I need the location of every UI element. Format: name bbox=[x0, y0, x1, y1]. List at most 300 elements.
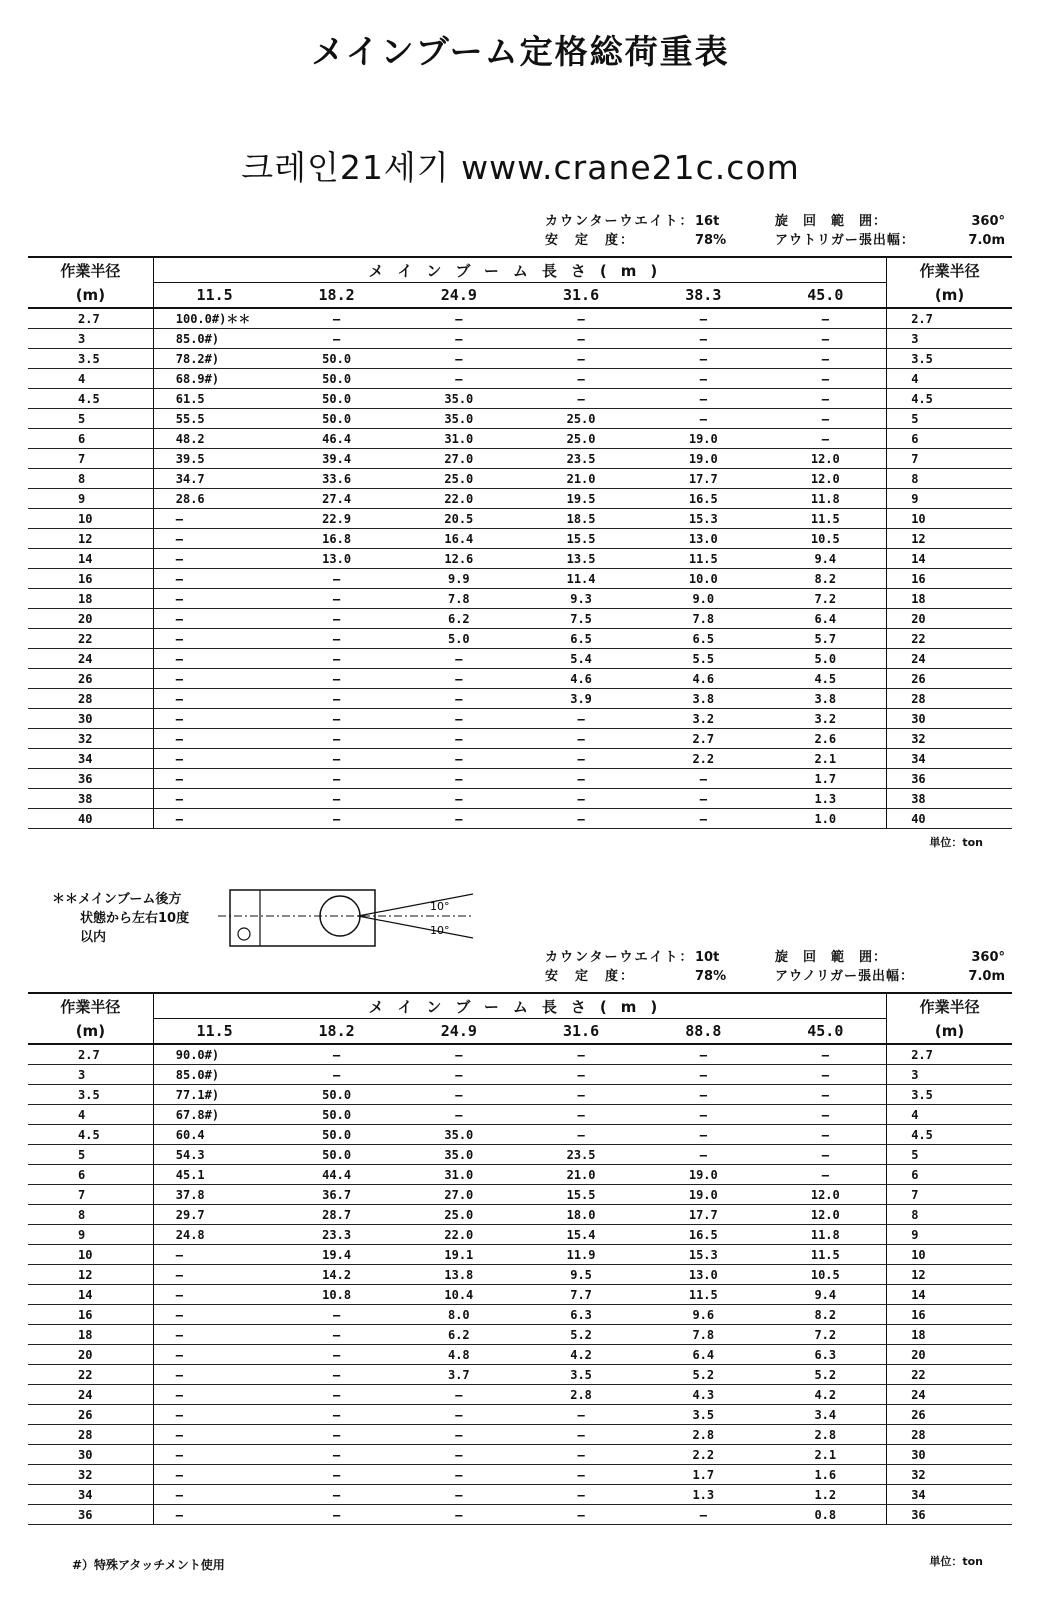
load-cell: — bbox=[275, 1405, 397, 1425]
load-cell: — bbox=[520, 308, 642, 329]
load-cell: 27.4 bbox=[275, 489, 397, 509]
table-row bbox=[28, 1465, 1012, 1485]
radius-cell: 24 bbox=[28, 649, 153, 669]
radius-cell: 3.5 bbox=[28, 1085, 153, 1105]
table-row bbox=[28, 369, 1012, 389]
load-cell: — bbox=[520, 789, 642, 809]
radius-cell-right: 12 bbox=[887, 529, 1012, 549]
load-cell: — bbox=[153, 1305, 275, 1325]
load-cell: — bbox=[275, 1505, 397, 1525]
table-row bbox=[28, 1265, 1012, 1285]
radius-cell-right: 36 bbox=[887, 769, 1012, 789]
radius-cell-right: 2.7 bbox=[887, 308, 1012, 329]
boom-length: 88.8 bbox=[642, 1019, 764, 1045]
footnote: #）特殊アタッチメント使用 bbox=[72, 1558, 225, 1572]
load-cell: — bbox=[764, 349, 886, 369]
radius-cell: 12 bbox=[28, 1265, 153, 1285]
load-cell: — bbox=[642, 1065, 764, 1085]
load-cell: — bbox=[764, 429, 886, 449]
load-cell: — bbox=[520, 1085, 642, 1105]
radius-cell: 18 bbox=[28, 1325, 153, 1345]
table-row bbox=[28, 1044, 1012, 1065]
load-cell: — bbox=[520, 809, 642, 829]
table-row bbox=[28, 1365, 1012, 1385]
radius-cell-right: 7 bbox=[887, 1185, 1012, 1205]
stability-value: 78% bbox=[695, 969, 727, 984]
load-cell: 5.2 bbox=[520, 1325, 642, 1345]
load-cell: 100.0#)＊＊ bbox=[153, 308, 275, 329]
radius-cell: 12 bbox=[28, 529, 153, 549]
load-cell: — bbox=[520, 1445, 642, 1465]
note-line: 以内 bbox=[80, 930, 107, 945]
load-cell: 6.3 bbox=[764, 1345, 886, 1365]
load-cell: 78.2#) bbox=[153, 349, 275, 369]
load-cell: 22.0 bbox=[398, 1225, 520, 1245]
table-row bbox=[28, 469, 1012, 489]
table-row bbox=[28, 729, 1012, 749]
boom-length: 45.0 bbox=[764, 1019, 886, 1045]
load-cell: — bbox=[398, 789, 520, 809]
load-cell: — bbox=[398, 649, 520, 669]
load-cell: — bbox=[275, 729, 397, 749]
load-cell: — bbox=[642, 1125, 764, 1145]
load-cell: — bbox=[153, 689, 275, 709]
load-cell: 55.5 bbox=[153, 409, 275, 429]
table-row bbox=[28, 1425, 1012, 1445]
load-cell: 5.0 bbox=[764, 649, 886, 669]
table-row bbox=[28, 1205, 1012, 1225]
load-cell: — bbox=[520, 1105, 642, 1125]
load-cell: 7.2 bbox=[764, 1325, 886, 1345]
load-cell: — bbox=[764, 308, 886, 329]
load-cell: 0.8 bbox=[764, 1505, 886, 1525]
radius-cell: 9 bbox=[28, 489, 153, 509]
load-cell: 25.0 bbox=[398, 469, 520, 489]
load-cell: — bbox=[275, 1465, 397, 1485]
load-cell: 9.3 bbox=[520, 589, 642, 609]
radius-cell: 14 bbox=[28, 1285, 153, 1305]
radius-unit-left: (m) bbox=[28, 1019, 153, 1045]
load-cell: 6.5 bbox=[642, 629, 764, 649]
load-cell: — bbox=[398, 308, 520, 329]
load-cell: 12.0 bbox=[764, 449, 886, 469]
load-cell: 11.5 bbox=[642, 549, 764, 569]
table-row bbox=[28, 329, 1012, 349]
load-cell: 19.0 bbox=[642, 1165, 764, 1185]
load-cell: — bbox=[764, 329, 886, 349]
load-cell: 1.7 bbox=[764, 769, 886, 789]
outrigger-label: アウノリガー張出幅： bbox=[775, 969, 914, 984]
load-cell: 9.4 bbox=[764, 549, 886, 569]
radius-cell: 10 bbox=[28, 1245, 153, 1265]
table-row bbox=[28, 1245, 1012, 1265]
boom-length: 11.5 bbox=[153, 1019, 275, 1045]
load-cell: — bbox=[275, 669, 397, 689]
radius-cell-right: 16 bbox=[887, 569, 1012, 589]
boom-length: 24.9 bbox=[398, 1019, 520, 1045]
load-cell: 3.4 bbox=[764, 1405, 886, 1425]
load-cell: 13.5 bbox=[520, 549, 642, 569]
table-row bbox=[28, 1345, 1012, 1365]
counterweight-value: 10t bbox=[695, 950, 720, 965]
radius-cell: 7 bbox=[28, 449, 153, 469]
load-cell: 2.1 bbox=[764, 1445, 886, 1465]
load-cell: — bbox=[153, 669, 275, 689]
table-row bbox=[28, 609, 1012, 629]
radius-cell-right: 3.5 bbox=[887, 349, 1012, 369]
load-cell: 2.1 bbox=[764, 749, 886, 769]
load-table-1 bbox=[28, 256, 1012, 829]
load-cell: 8.2 bbox=[764, 1305, 886, 1325]
load-cell: 3.2 bbox=[642, 709, 764, 729]
radius-cell: 30 bbox=[28, 1445, 153, 1465]
load-cell: — bbox=[520, 329, 642, 349]
load-cell: 13.8 bbox=[398, 1265, 520, 1285]
boom-angle-diagram bbox=[218, 884, 478, 954]
load-cell: 25.0 bbox=[520, 429, 642, 449]
radius-cell-right: 32 bbox=[887, 1465, 1012, 1485]
radius-cell-right: 10 bbox=[887, 1245, 1012, 1265]
load-cell: 10.8 bbox=[275, 1285, 397, 1305]
radius-cell-right: 7 bbox=[887, 449, 1012, 469]
table-row bbox=[28, 549, 1012, 569]
table-row bbox=[28, 569, 1012, 589]
load-cell: — bbox=[398, 1445, 520, 1465]
load-cell: — bbox=[153, 1405, 275, 1425]
load-cell: 24.8 bbox=[153, 1225, 275, 1245]
load-cell: 44.4 bbox=[275, 1165, 397, 1185]
radius-cell: 24 bbox=[28, 1385, 153, 1405]
radius-cell-right: 28 bbox=[887, 1425, 1012, 1445]
table-row bbox=[28, 449, 1012, 469]
load-cell: — bbox=[153, 749, 275, 769]
load-cell: 14.2 bbox=[275, 1265, 397, 1285]
table-row bbox=[28, 689, 1012, 709]
load-cell: — bbox=[398, 369, 520, 389]
note-line: 状態から左右10度 bbox=[80, 911, 190, 926]
radius-cell-right: 38 bbox=[887, 789, 1012, 809]
load-cell: 15.5 bbox=[520, 1185, 642, 1205]
load-cell: — bbox=[642, 769, 764, 789]
load-cell: — bbox=[153, 1425, 275, 1445]
load-cell: 4.5 bbox=[764, 669, 886, 689]
load-cell: 35.0 bbox=[398, 1125, 520, 1145]
load-cell: 2.8 bbox=[642, 1425, 764, 1445]
load-cell: 1.2 bbox=[764, 1485, 886, 1505]
load-cell: — bbox=[642, 1145, 764, 1165]
load-cell: — bbox=[642, 1105, 764, 1125]
radius-cell: 6 bbox=[28, 1165, 153, 1185]
load-cell: — bbox=[398, 809, 520, 829]
load-cell: — bbox=[275, 589, 397, 609]
load-cell: — bbox=[153, 1505, 275, 1525]
radius-cell: 22 bbox=[28, 1365, 153, 1385]
counterweight-value: 16t bbox=[695, 214, 720, 229]
table-row bbox=[28, 1445, 1012, 1465]
radius-cell-right: 34 bbox=[887, 1485, 1012, 1505]
load-cell: — bbox=[275, 1485, 397, 1505]
load-cell: 50.0 bbox=[275, 389, 397, 409]
load-cell: — bbox=[275, 1425, 397, 1445]
load-cell: — bbox=[275, 709, 397, 729]
table-row bbox=[28, 389, 1012, 409]
load-cell: 67.8#) bbox=[153, 1105, 275, 1125]
load-cell: — bbox=[764, 1044, 886, 1065]
radius-cell: 8 bbox=[28, 469, 153, 489]
load-cell: 1.3 bbox=[764, 789, 886, 809]
radius-cell: 3 bbox=[28, 329, 153, 349]
crane-body-outline bbox=[230, 890, 375, 946]
table-row bbox=[28, 1225, 1012, 1245]
load-cell: 50.0 bbox=[275, 349, 397, 369]
load-cell: 9.6 bbox=[642, 1305, 764, 1325]
load-cell: — bbox=[398, 349, 520, 369]
load-cell: 13.0 bbox=[642, 1265, 764, 1285]
radius-cell-right: 26 bbox=[887, 669, 1012, 689]
load-cell: 3.8 bbox=[764, 689, 886, 709]
load-cell: 85.0#) bbox=[153, 329, 275, 349]
load-cell: — bbox=[275, 1345, 397, 1365]
load-cell: — bbox=[398, 1485, 520, 1505]
radius-cell: 34 bbox=[28, 749, 153, 769]
load-cell: — bbox=[398, 1385, 520, 1405]
table-row bbox=[28, 1285, 1012, 1305]
table-row bbox=[28, 529, 1012, 549]
load-cell: 7.8 bbox=[642, 1325, 764, 1345]
table-row bbox=[28, 308, 1012, 329]
load-cell: 2.8 bbox=[520, 1385, 642, 1405]
swing-label: 旋 回 範 囲： bbox=[775, 950, 888, 965]
table-row bbox=[28, 349, 1012, 369]
load-cell: — bbox=[398, 689, 520, 709]
radius-cell-right: 16 bbox=[887, 1305, 1012, 1325]
load-cell: — bbox=[275, 789, 397, 809]
radius-cell-right: 5 bbox=[887, 1145, 1012, 1165]
load-cell: — bbox=[398, 769, 520, 789]
load-cell: 5.7 bbox=[764, 629, 886, 649]
radius-unit-left: (m) bbox=[28, 283, 153, 309]
table-row bbox=[28, 1505, 1012, 1525]
load-cell: 4.2 bbox=[520, 1345, 642, 1365]
load-cell: — bbox=[275, 1385, 397, 1405]
load-cell: 35.0 bbox=[398, 1145, 520, 1165]
load-cell: — bbox=[153, 1325, 275, 1345]
table-row bbox=[28, 749, 1012, 769]
load-cell: 16.8 bbox=[275, 529, 397, 549]
load-cell: 1.6 bbox=[764, 1465, 886, 1485]
load-cell: 4.8 bbox=[398, 1345, 520, 1365]
radius-cell: 7 bbox=[28, 1185, 153, 1205]
radius-cell: 34 bbox=[28, 1485, 153, 1505]
load-cell: 5.0 bbox=[398, 629, 520, 649]
load-cell: — bbox=[520, 1485, 642, 1505]
load-cell: — bbox=[275, 1325, 397, 1345]
load-cell: 11.8 bbox=[764, 1225, 886, 1245]
load-cell: — bbox=[398, 1405, 520, 1425]
load-cell: — bbox=[153, 529, 275, 549]
table-row bbox=[28, 1185, 1012, 1205]
load-cell: 23.3 bbox=[275, 1225, 397, 1245]
load-cell: 13.0 bbox=[275, 549, 397, 569]
load-cell: — bbox=[642, 409, 764, 429]
spec-block-1 bbox=[545, 212, 1005, 250]
load-cell: 23.5 bbox=[520, 449, 642, 469]
load-cell: — bbox=[275, 809, 397, 829]
load-cell: 48.2 bbox=[153, 429, 275, 449]
load-cell: — bbox=[153, 1365, 275, 1385]
table-row bbox=[28, 709, 1012, 729]
load-cell: — bbox=[275, 1065, 397, 1085]
radius-cell: 36 bbox=[28, 1505, 153, 1525]
load-cell: 61.5 bbox=[153, 389, 275, 409]
load-cell: 7.2 bbox=[764, 589, 886, 609]
load-cell: 54.3 bbox=[153, 1145, 275, 1165]
load-cell: 11.5 bbox=[764, 509, 886, 529]
load-cell: — bbox=[275, 609, 397, 629]
radius-header-left: 作業半径 bbox=[60, 261, 121, 280]
radius-cell: 4.5 bbox=[28, 389, 153, 409]
load-cell: 2.2 bbox=[642, 1445, 764, 1465]
load-cell: — bbox=[520, 369, 642, 389]
load-cell: 10.5 bbox=[764, 529, 886, 549]
radius-cell: 28 bbox=[28, 1425, 153, 1445]
load-cell: — bbox=[153, 589, 275, 609]
page-title: メインブーム定格総荷重表 bbox=[311, 32, 730, 71]
radius-unit-right: (m) bbox=[887, 283, 1012, 309]
load-cell: 60.4 bbox=[153, 1125, 275, 1145]
boom-length-header: メインブーム長さ(m) bbox=[153, 257, 886, 283]
load-cell: — bbox=[153, 709, 275, 729]
load-cell: 12.6 bbox=[398, 549, 520, 569]
radius-cell-right: 40 bbox=[887, 809, 1012, 829]
load-cell: — bbox=[398, 749, 520, 769]
load-cell: 20.5 bbox=[398, 509, 520, 529]
load-cell: — bbox=[764, 409, 886, 429]
load-cell: 50.0 bbox=[275, 1125, 397, 1145]
load-cell: — bbox=[642, 1505, 764, 1525]
load-cell: 18.0 bbox=[520, 1205, 642, 1225]
load-cell: 5.4 bbox=[520, 649, 642, 669]
load-cell: — bbox=[275, 569, 397, 589]
radius-cell: 9 bbox=[28, 1225, 153, 1245]
radius-cell: 38 bbox=[28, 789, 153, 809]
load-cell: 3.2 bbox=[764, 709, 886, 729]
load-cell: — bbox=[275, 329, 397, 349]
load-cell: 12.0 bbox=[764, 1185, 886, 1205]
load-cell: 7.7 bbox=[520, 1285, 642, 1305]
radius-cell-right: 9 bbox=[887, 489, 1012, 509]
table-row bbox=[28, 489, 1012, 509]
load-cell: — bbox=[764, 1125, 886, 1145]
load-cell: 1.3 bbox=[642, 1485, 764, 1505]
load-cell: — bbox=[642, 1044, 764, 1065]
load-cell: — bbox=[764, 1145, 886, 1165]
load-cell: 17.7 bbox=[642, 1205, 764, 1225]
load-cell: 19.5 bbox=[520, 489, 642, 509]
load-cell: — bbox=[642, 329, 764, 349]
radius-cell-right: 22 bbox=[887, 629, 1012, 649]
load-cell: — bbox=[520, 1125, 642, 1145]
load-cell: — bbox=[153, 509, 275, 529]
load-cell: — bbox=[642, 789, 764, 809]
load-cell: 6.2 bbox=[398, 609, 520, 629]
load-cell: 50.0 bbox=[275, 1105, 397, 1125]
load-cell: — bbox=[520, 749, 642, 769]
outrigger-value: 7.0m bbox=[968, 233, 1005, 248]
radius-cell-right: 26 bbox=[887, 1405, 1012, 1425]
table-row bbox=[28, 1165, 1012, 1185]
load-cell: — bbox=[642, 308, 764, 329]
load-cell: — bbox=[153, 729, 275, 749]
radius-cell-right: 6 bbox=[887, 429, 1012, 449]
load-cell: 19.1 bbox=[398, 1245, 520, 1265]
boom-length: 18.2 bbox=[275, 1019, 397, 1045]
load-cell: 25.0 bbox=[398, 1205, 520, 1225]
load-cell: 22.0 bbox=[398, 489, 520, 509]
radius-cell-right: 24 bbox=[887, 649, 1012, 669]
radius-cell: 30 bbox=[28, 709, 153, 729]
table-row bbox=[28, 1065, 1012, 1085]
radius-cell-right: 20 bbox=[887, 609, 1012, 629]
load-cell: 5.2 bbox=[764, 1365, 886, 1385]
load-cell: 9.5 bbox=[520, 1265, 642, 1285]
table-row bbox=[28, 589, 1012, 609]
radius-cell-right: 2.7 bbox=[887, 1044, 1012, 1065]
load-cell: — bbox=[275, 769, 397, 789]
radius-cell-right: 34 bbox=[887, 749, 1012, 769]
table-row bbox=[28, 669, 1012, 689]
load-cell: — bbox=[398, 1044, 520, 1065]
radius-header-right: 作業半径 bbox=[919, 261, 980, 280]
load-cell: — bbox=[153, 1345, 275, 1365]
load-cell: 37.8 bbox=[153, 1185, 275, 1205]
load-cell: — bbox=[764, 1165, 886, 1185]
radius-cell: 14 bbox=[28, 549, 153, 569]
table-row bbox=[28, 1305, 1012, 1325]
load-cell: — bbox=[275, 689, 397, 709]
table-row bbox=[28, 809, 1012, 829]
load-cell: 6.2 bbox=[398, 1325, 520, 1345]
boom-length: 45.0 bbox=[764, 283, 886, 309]
load-cell: — bbox=[398, 1505, 520, 1525]
load-cell: 11.5 bbox=[764, 1245, 886, 1265]
load-cell: 2.2 bbox=[642, 749, 764, 769]
load-cell: 19.4 bbox=[275, 1245, 397, 1265]
radius-cell-right: 32 bbox=[887, 729, 1012, 749]
load-cell: 3.9 bbox=[520, 689, 642, 709]
load-cell: 5.2 bbox=[642, 1365, 764, 1385]
load-cell: — bbox=[398, 1425, 520, 1445]
radius-unit-right: (m) bbox=[887, 1019, 1012, 1045]
stability-label: 安 定 度： bbox=[545, 233, 636, 248]
boom-length: 18.2 bbox=[275, 283, 397, 309]
load-cell: 11.8 bbox=[764, 489, 886, 509]
radius-cell-right: 36 bbox=[887, 1505, 1012, 1525]
load-cell: — bbox=[275, 1445, 397, 1465]
radius-cell-right: 28 bbox=[887, 689, 1012, 709]
radius-cell: 20 bbox=[28, 1345, 153, 1365]
radius-cell: 10 bbox=[28, 509, 153, 529]
radius-cell-right: 5 bbox=[887, 409, 1012, 429]
load-cell: 4.3 bbox=[642, 1385, 764, 1405]
radius-cell: 26 bbox=[28, 1405, 153, 1425]
radius-cell-right: 8 bbox=[887, 469, 1012, 489]
load-cell: — bbox=[642, 1085, 764, 1105]
table-row bbox=[28, 1085, 1012, 1105]
load-cell: 39.5 bbox=[153, 449, 275, 469]
unit-label-2: 単位：ton bbox=[929, 1555, 983, 1568]
boom-length: 31.6 bbox=[520, 1019, 642, 1045]
